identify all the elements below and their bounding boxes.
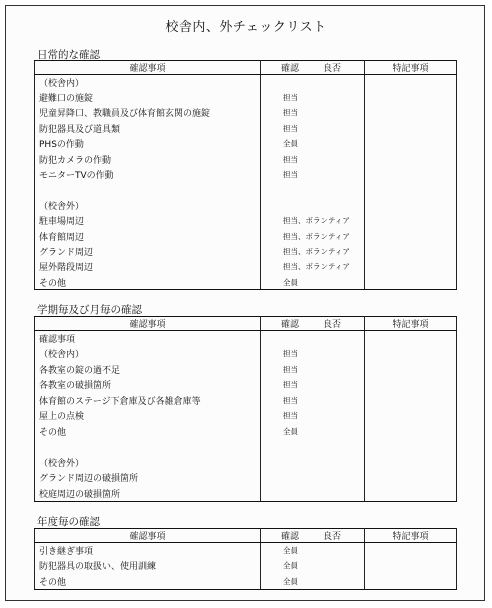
- check-item: 防犯器具の取扱い、使用訓練: [35, 558, 261, 574]
- table-row: [35, 424, 457, 440]
- note-cell: [365, 558, 457, 574]
- column-header-item: 確認事項: [35, 61, 261, 75]
- table-row: [35, 275, 457, 290]
- column-header-check: [261, 529, 365, 543]
- responsible-cell: [261, 455, 365, 471]
- check-item: その他: [35, 574, 261, 590]
- note-cell: [365, 455, 457, 471]
- responsible-cell: 担当、ボランティア: [261, 213, 365, 228]
- note-cell: [365, 393, 457, 409]
- check-item: その他: [35, 424, 261, 440]
- table-row: [35, 408, 457, 424]
- daily-check-table: [34, 60, 457, 290]
- check-item: （校舎外）: [35, 455, 261, 471]
- responsible-cell: 全員: [261, 424, 365, 440]
- responsible-cell: 全員: [261, 558, 365, 574]
- check-item: 駐車場周辺: [35, 213, 261, 228]
- check-item: 校庭周辺の破損箇所: [35, 486, 261, 502]
- table-row: [35, 455, 457, 471]
- note-cell: [365, 213, 457, 228]
- note-cell: [365, 136, 457, 151]
- check-item: 体育館周辺: [35, 228, 261, 243]
- table-row: [35, 182, 457, 197]
- check-item: （校舎内）: [35, 346, 261, 362]
- note-cell: [365, 439, 457, 455]
- check-item: 屋外階段周辺: [35, 259, 261, 274]
- note-cell: [365, 198, 457, 213]
- table-row: [35, 75, 457, 90]
- note-cell: [365, 121, 457, 136]
- table-row: [35, 228, 457, 243]
- responsible-cell: [261, 439, 365, 455]
- table-row: [35, 331, 457, 347]
- check-item: （校舎外）: [35, 198, 261, 213]
- responsible-cell: [261, 198, 365, 213]
- table-row: [35, 244, 457, 259]
- note-cell: [365, 331, 457, 347]
- responsible-cell: [261, 331, 365, 347]
- note-cell: [365, 228, 457, 243]
- check-item: 各教室の破損箇所: [35, 377, 261, 393]
- table-row: [35, 259, 457, 274]
- column-header-check: [261, 317, 365, 331]
- note-cell: [365, 275, 457, 290]
- check-item: 確認事項: [35, 331, 261, 347]
- note-cell: [365, 377, 457, 393]
- check-item: [35, 182, 261, 197]
- check-item: 避難口の施錠: [35, 90, 261, 105]
- responsible-cell: 担当: [261, 362, 365, 378]
- yearly-check-table: [34, 528, 457, 590]
- check-item: 各教室の錠の過不足: [35, 362, 261, 378]
- table-row: [35, 377, 457, 393]
- check-item: 防犯器具及び道具類: [35, 121, 261, 136]
- table-row: [35, 362, 457, 378]
- column-header-item: 確認事項: [35, 529, 261, 543]
- check-item: モニターTVの作動: [35, 167, 261, 182]
- responsible-cell: 担当: [261, 151, 365, 166]
- note-cell: [365, 182, 457, 197]
- responsible-cell: 担当: [261, 408, 365, 424]
- responsible-cell: [261, 486, 365, 502]
- responsible-cell: 担当、ボランティア: [261, 259, 365, 274]
- table-row: [35, 121, 457, 136]
- section-title-yearly: 年度毎の確認: [37, 516, 100, 528]
- table-row: [35, 346, 457, 362]
- table-row: [35, 213, 457, 228]
- section-title-daily: 日常的な確認: [37, 49, 100, 61]
- check-item: 屋上の点検: [35, 408, 261, 424]
- table-row: [35, 486, 457, 502]
- table-row: [35, 151, 457, 166]
- check-item: その他: [35, 275, 261, 290]
- column-header-confirm: 確認: [281, 320, 300, 330]
- note-cell: [365, 259, 457, 274]
- responsible-cell: 全員: [261, 574, 365, 590]
- section-title-term-monthly: 学期毎及び月毎の確認: [37, 304, 142, 316]
- responsible-cell: 担当: [261, 167, 365, 182]
- column-header-note: 特記事項: [365, 61, 457, 75]
- column-header-item: 確認事項: [35, 317, 261, 331]
- responsible-cell: 担当: [261, 105, 365, 120]
- note-cell: [365, 424, 457, 440]
- page-title: 校舎内、外チェックリスト: [165, 20, 327, 35]
- check-item: 体育館のステージ下倉庫及び各雑倉庫等: [35, 393, 261, 409]
- check-item: 児童昇降口、教職員及び体育館玄関の施錠: [35, 105, 261, 120]
- column-header-confirm: 確認: [281, 532, 300, 542]
- table-row: [35, 558, 457, 574]
- table-row: [35, 470, 457, 486]
- table-row: [35, 543, 457, 559]
- responsible-cell: 担当: [261, 346, 365, 362]
- table-row: [35, 393, 457, 409]
- column-header-result: 良否: [323, 320, 342, 330]
- note-cell: [365, 543, 457, 559]
- check-item: [35, 439, 261, 455]
- responsible-cell: 担当: [261, 121, 365, 136]
- check-item: 引き継ぎ事項: [35, 543, 261, 559]
- column-header-result: 良否: [323, 532, 342, 542]
- term-monthly-check-table: [34, 316, 457, 502]
- note-cell: [365, 486, 457, 502]
- check-item: PHSの作動: [35, 136, 261, 151]
- column-header-note: 特記事項: [365, 317, 457, 331]
- note-cell: [365, 470, 457, 486]
- column-header-note: 特記事項: [365, 529, 457, 543]
- note-cell: [365, 75, 457, 90]
- responsible-cell: 担当: [261, 90, 365, 105]
- responsible-cell: 担当、ボランティア: [261, 244, 365, 259]
- column-header-result: 良否: [323, 64, 342, 74]
- check-item: 防犯カメラの作動: [35, 151, 261, 166]
- note-cell: [365, 90, 457, 105]
- table-row: [35, 198, 457, 213]
- responsible-cell: 全員: [261, 136, 365, 151]
- table-row: [35, 90, 457, 105]
- responsible-cell: [261, 75, 365, 90]
- table-row: [35, 105, 457, 120]
- responsible-cell: 全員: [261, 275, 365, 290]
- check-item: グランド周辺: [35, 244, 261, 259]
- table-row: [35, 439, 457, 455]
- note-cell: [365, 574, 457, 590]
- responsible-cell: 全員: [261, 543, 365, 559]
- note-cell: [365, 346, 457, 362]
- check-item: グランド周辺の破損箇所: [35, 470, 261, 486]
- responsible-cell: 担当、ボランティア: [261, 228, 365, 243]
- table-row: [35, 136, 457, 151]
- note-cell: [365, 167, 457, 182]
- responsible-cell: 担当: [261, 377, 365, 393]
- table-row: [35, 167, 457, 182]
- responsible-cell: [261, 182, 365, 197]
- note-cell: [365, 362, 457, 378]
- column-header-check: [261, 61, 365, 75]
- check-item: （校舎内）: [35, 75, 261, 90]
- note-cell: [365, 105, 457, 120]
- responsible-cell: 担当: [261, 393, 365, 409]
- responsible-cell: [261, 470, 365, 486]
- note-cell: [365, 151, 457, 166]
- table-row: [35, 574, 457, 590]
- note-cell: [365, 244, 457, 259]
- note-cell: [365, 408, 457, 424]
- column-header-confirm: 確認: [281, 64, 300, 74]
